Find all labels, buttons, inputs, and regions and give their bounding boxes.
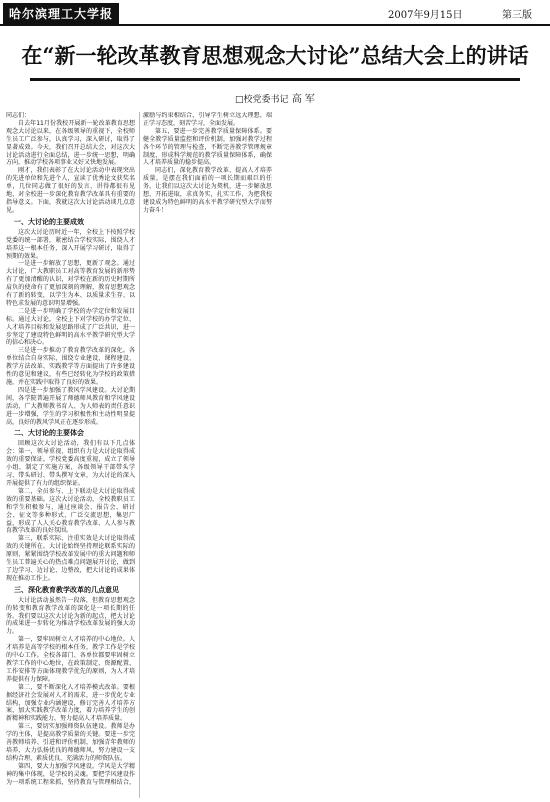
byline-prefix: □校党委书记 (235, 95, 289, 105)
salutation: 同志们： (6, 112, 31, 119)
body-paragraph: 第二，全员参与、上下联动是大讨论取得成效的重要基础。这次大讨论活动，全校教职员工和学生积极参与，通过座谈会、报告会、研讨会、征文等多种形式，广泛交流思想，集思广益，形成了人人关心教育教学改革、人人参与教育教学改革的良好氛围。 (6, 487, 135, 535)
body-paragraph: 这次大讨论历时近一年，全校上下按照学校党委的统一部署，紧密结合学校实际，围绕人才培养这一根本任务，深入开展学习研讨，取得了预期的效果。 (6, 228, 135, 260)
body-paragraph: 第五，要进一步完善教学质量保障体系。要健全教学质量监控和评价机制，加强对教学过程各个环节的管理与检查，不断完善教学管理规章制度，形成科学规范的教学质量保障体系，确保人才培养质量的稳步提高。 (143, 127, 272, 167)
body-paragraph: 二是进一步明确了学校的办学定位和发展目标。通过大讨论，全校上下对学校的办学定位、人才培养目标和发展思路形成了广泛共识，进一步坚定了建设特色鲜明的高水平教学研究型大学的信心和决心。 (6, 307, 135, 347)
body-paragraph: 回顾这次大讨论活动，我们有以下几点体会：第一，领导重视、组织有力是大讨论取得成效的重要保证。学校党委高度重视，成立了领导小组，制定了实施方案，各级领导干部带头学习、带头研讨、带头撰写文章，为大讨论的深入开展提供了有力的组织保证。 (6, 440, 135, 487)
body-paragraph: 四是进一步加强了教风学风建设。大讨论期间，各学院普遍开展了师德师风教育和学风建设活动，广大教师教书育人、为人师表的责任意识进一步增强，学生的学习积极性和主动性明显提高，良好的教风学风正在逐步形成。 (6, 386, 135, 426)
section-heading: 三、深化教育教学改革的几点意见 (14, 585, 119, 594)
article-headline: 在“新一轮改革教育思想观念大讨论”总结大会上的讲话 (21, 43, 529, 68)
body-paragraph: 三是进一步推动了教育教学改革的深化。各单位结合自身实际，围绕专业建设、课程建设、教学方法改革、实践教学等方面提出了许多建设性的意见和建议，有些已经转化为学校的政策措施，并在实践中取得了良好的效果。 (6, 347, 135, 386)
byline (0, 90, 550, 105)
body-paragraph: 一是进一步解放了思想，更新了观念。通过大讨论，广大教职员工对高等教育发展的新形势有了更加清醒的认识，对学校在新的历史时期所肩负的使命有了更加深刻的理解，教育思想观念有了新的转变，以学生为本、以质量求生存、以特色求发展的意识明显增强。 (6, 260, 135, 307)
headline-rule (30, 78, 520, 81)
article-body (6, 112, 546, 798)
masthead (0, 0, 550, 26)
masthead-rule (0, 24, 550, 26)
newspaper-name: 哈尔滨理工大学报 (3, 3, 119, 24)
page-number: 第三版 (502, 10, 532, 21)
body-paragraph: 第三，要切实加强师资队伍建设。教师是办学的主体，是提高教学质量的关键。要进一步完善教师培养、引进和评价机制，加强青年教师的培养，大力弘扬优良的师德师风，努力建设一支结构合理、素质优良、充满活力的师资队伍。 (6, 723, 135, 762)
body-paragraph: 大讨论活动虽然告一段落，但教育思想观念的转变和教育教学改革的深化是一项长期的任务。我们要以这次大讨论为新的起点，把大讨论的成果进一步转化为推动学校改革发展的强大动力。 (6, 596, 135, 636)
intro-paragraph: 自去年11月份我校开展新一轮改革教育思想观念大讨论以来，在各级领导的重视下，全校师生员工广泛参与，认真学习，深入研讨，取得了显著成效。今天，我们召开总结大会，对这次大讨论活动进行全面总结，进一步统一思想，明确方向，推动学校各项事业又好又快地发展。 (6, 119, 135, 167)
body-paragraph: 第二，要不断深化人才培养模式改革。要根据经济社会发展对人才的需求，进一步优化专业结构，加强专业内涵建设，修订完善人才培养方案，加大实践教学改革力度，着力培养学生的创新精神和实践能力，努力提高人才培养质量。 (6, 683, 135, 723)
section-heading: 二、大讨论的主要体会 (14, 429, 84, 438)
section-heading: 一、大讨论的主要成效 (14, 217, 84, 226)
body-paragraph: 同志们，深化教育教学改革、提高人才培养质量，是摆在我们面前的一项长期而艰巨的任务。让我们以这次大讨论为契机，进一步解放思想，开拓进取，求真务实，扎实工作，为把我校建设成为特色鲜明的高水平教学研究型大学而努力奋斗！ (143, 167, 272, 214)
intro-paragraph: 刚才，我们表彰了在大讨论活动中表现突出的先进单位和先进个人，宣读了优秀论文获奖名单，几位同志做了很好的发言，讲得都很有见地，对全校进一步深化教育教学改革具有重要的指导意义。下面，我就这次大讨论活动谈几点意见。 (6, 167, 135, 214)
body-paragraph: 第四，要大力加强学风建设。学风是大学精神的集中体现，是学校的灵魂。要把学风建设作为一项系统工程来抓，坚持教育与管理相结合，激励与约束相结合，引导学生树立远大理想，端正学习态度，刻苦学习，全面发展。 (6, 112, 272, 786)
body-paragraph: 第一，要牢固树立人才培养的中心地位。人才培养是高等学校的根本任务，教学工作是学校的中心工作。全校各部门、各单位都要牢固树立教学工作的中心地位，在政策制定、资源配置、工作安排等方面体现教学优先的原则，为人才培养提供有力保障。 (6, 636, 135, 683)
issue-date: 2007年9月15日 (388, 10, 463, 21)
body-paragraph: 第三，联系实际、注重实效是大讨论取得成效的关键所在。大讨论始终坚持理论联系实际的原则，紧紧围绕学校改革发展中的重大问题和师生员工普遍关心的热点难点问题展开讨论，做到了边学习、边讨论、边整改，把大讨论的成果体现在推动工作上。 (6, 535, 135, 582)
byline-name: 高 军 (291, 94, 315, 105)
